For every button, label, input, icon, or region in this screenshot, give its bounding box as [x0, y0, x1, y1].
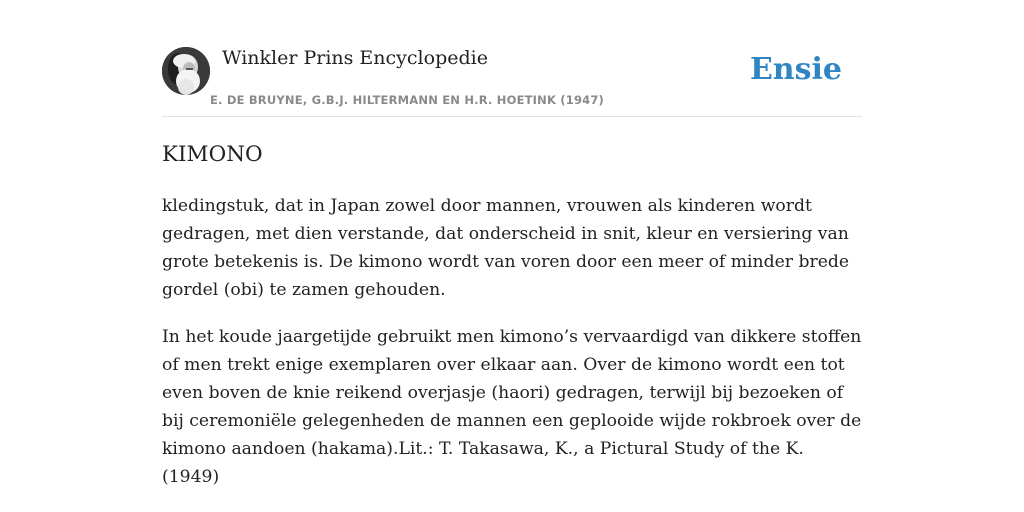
- avatar: [162, 47, 210, 95]
- article-title: KIMONO: [162, 142, 263, 167]
- page-header: [162, 46, 862, 117]
- portrait-icon: [162, 47, 210, 95]
- authors-line: E. DE BRUYNE, G.B.J. HILTERMANN EN H.R. HOETINK (1947): [210, 93, 605, 107]
- brand-logo-link[interactable]: Ensie: [749, 52, 842, 87]
- article-paragraph: kledingstuk, dat in Japan zowel door mannen, vrouwen als kinderen wordt gedragen, met dien verstande, dat onderscheid in snit, kleur en versiering van grote betekenis is. De kimono wordt van voren door een meer of minder brede gordel (obi) te zamen gehouden.: [162, 196, 850, 300]
- article-body: [162, 192, 862, 510]
- source-title[interactable]: Winkler Prins Encyclopedie: [222, 47, 488, 69]
- article-paragraph: In het koude jaargetijde gebruikt men kimono’s vervaardigd van dikkere stoffen of men trekt enige exemplaren over elkaar aan. Over de kimono wordt een tot even boven de knie reikend overjasje (haori) gedragen, terwijl bij bezoeken of bij ceremoniële gelegenheden de mannen een geplooide wijde rokbroek over de kimono aandoen (hakama).Lit.: T. Takasawa, K., a Pictural Study of the K. (1949): [162, 327, 862, 487]
